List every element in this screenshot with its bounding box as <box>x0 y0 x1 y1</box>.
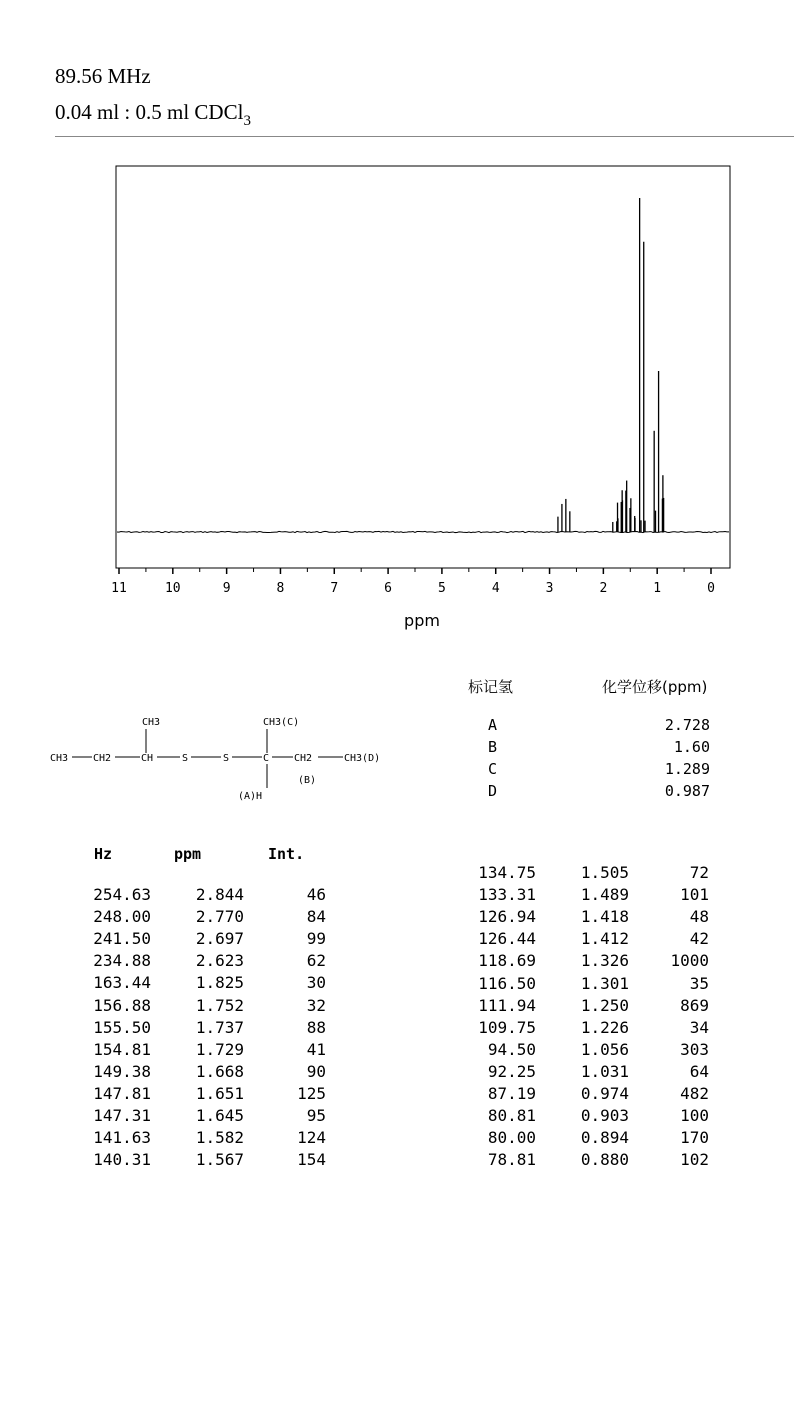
peak-hz: 154.81 <box>93 1039 151 1059</box>
peak-table-row <box>0 907 794 929</box>
peak-hz: 78.81 <box>487 1150 536 1170</box>
peak-table-row <box>0 1040 794 1062</box>
plot-frame <box>116 166 730 568</box>
peak-hz: 241.50 <box>93 929 151 949</box>
peak-hz: 109.75 <box>478 1017 536 1037</box>
peak-intensity: 84 <box>306 907 326 927</box>
peak-table-row <box>0 1062 794 1084</box>
x-tick-label: 9 <box>222 581 231 596</box>
peak-table-row <box>0 1084 794 1106</box>
x-tick-label: 6 <box>384 581 393 596</box>
peak-table-header-hz: Hz <box>94 845 113 863</box>
x-tick-label: 10 <box>164 581 181 596</box>
assignment-label: C <box>488 760 498 778</box>
x-axis <box>111 568 715 596</box>
assignment-shift: 0.987 <box>664 782 710 800</box>
peak-ppm: 1.226 <box>580 1017 629 1037</box>
header-divider <box>55 136 794 137</box>
peak-ppm: 0.974 <box>580 1084 629 1103</box>
peak-ppm: 1.582 <box>195 1128 244 1148</box>
peak-table-header-ppm: ppm <box>174 845 202 863</box>
peak-intensity: 41 <box>306 1039 326 1059</box>
structure-label-a: (A)H <box>238 791 263 802</box>
peak-intensity: 30 <box>306 973 326 993</box>
peak-table-header-int: Int. <box>268 845 305 863</box>
peak-hz: 92.25 <box>487 1061 536 1081</box>
peak-hz: 134.75 <box>478 863 536 882</box>
peak-ppm: 1.412 <box>580 929 629 949</box>
peak-intensity: 99 <box>306 929 326 949</box>
peak-hz: 133.31 <box>478 885 536 905</box>
molecular-structure <box>40 706 420 806</box>
structure-ch: CH <box>141 753 154 764</box>
peak-ppm: 0.894 <box>580 1128 629 1148</box>
peak-intensity: 482 <box>680 1084 709 1103</box>
peak-hz: 254.63 <box>93 885 151 904</box>
peak-intensity: 88 <box>306 1017 326 1037</box>
structure-ch3-left: CH3 <box>50 753 69 764</box>
assignment-shift: 2.728 <box>664 716 710 734</box>
peak-hz: 141.63 <box>93 1128 151 1148</box>
peak-ppm: 1.326 <box>580 951 629 971</box>
peak-ppm: 1.250 <box>580 995 629 1015</box>
structure-ch2-left: CH2 <box>93 753 112 764</box>
x-tick-label: 8 <box>276 581 285 596</box>
structure-label-b: (B) <box>298 775 317 786</box>
peak-ppm: 1.645 <box>195 1106 244 1125</box>
x-tick-label: 1 <box>653 581 662 596</box>
peak-ppm: 1.752 <box>195 995 244 1015</box>
peak-ppm: 1.489 <box>580 885 629 905</box>
peak-hz: 126.94 <box>478 907 536 927</box>
peak-intensity: 100 <box>680 1106 709 1126</box>
spectrum-baseline <box>117 531 729 532</box>
peak-intensity: 869 <box>680 995 709 1015</box>
peak-hz: 163.44 <box>93 973 151 993</box>
peak-ppm: 1.729 <box>195 1039 244 1059</box>
peak-ppm: 2.770 <box>195 907 244 927</box>
x-tick-label: 2 <box>599 581 608 596</box>
peak-hz: 147.81 <box>93 1083 151 1103</box>
peak-ppm: 0.903 <box>580 1106 629 1126</box>
structure-ch2-right: CH2 <box>294 753 313 764</box>
peak-ppm: 1.505 <box>580 863 629 882</box>
peak-hz: 80.00 <box>487 1128 536 1148</box>
peak-intensity: 1000 <box>670 951 709 971</box>
spectrometer-frequency: 89.56 MHz <box>55 64 151 88</box>
assignment-label: A <box>488 716 498 734</box>
peak-ppm: 1.737 <box>195 1017 244 1037</box>
peak-intensity: 72 <box>689 863 709 882</box>
spectrum-peaks <box>558 198 664 532</box>
peak-hz: 116.50 <box>478 973 536 993</box>
structure-ch3-top-left: CH3 <box>142 717 161 728</box>
peak-hz: 248.00 <box>93 907 151 927</box>
peak-intensity: 95 <box>306 1106 326 1125</box>
peak-table-row <box>0 863 794 885</box>
peak-table-row <box>0 929 794 951</box>
peak-ppm: 1.418 <box>580 907 629 927</box>
peak-intensity: 101 <box>680 885 709 905</box>
peak-hz: 118.69 <box>478 951 536 971</box>
x-tick-label: 4 <box>491 581 500 596</box>
peak-table-row <box>0 1106 794 1128</box>
nmr-spectrum-chart <box>0 150 794 640</box>
peak-intensity: 35 <box>689 973 709 993</box>
assignment-header-label: 标记氢 <box>468 678 514 696</box>
sample-solvent <box>55 100 251 130</box>
peak-ppm: 1.825 <box>195 973 244 993</box>
peak-hz: 94.50 <box>487 1039 536 1059</box>
assignment-header-shift: 化学位移(ppm) <box>602 678 708 696</box>
structure-s1: S <box>182 753 189 764</box>
peak-hz: 147.31 <box>93 1106 151 1125</box>
assignment-shift: 1.289 <box>664 760 710 778</box>
x-tick-label: 0 <box>707 581 715 596</box>
assignment-label: B <box>488 738 498 756</box>
peak-table-row <box>0 1128 794 1150</box>
peak-intensity: 102 <box>680 1150 709 1170</box>
peak-intensity: 64 <box>689 1061 709 1081</box>
peak-intensity: 303 <box>680 1039 709 1059</box>
peak-ppm: 1.056 <box>580 1039 629 1059</box>
peak-table-row <box>0 974 794 996</box>
x-tick-label: 11 <box>111 581 127 596</box>
peak-ppm: 1.031 <box>580 1061 629 1081</box>
peak-hz: 87.19 <box>487 1084 536 1103</box>
peak-intensity: 170 <box>680 1128 709 1148</box>
peak-hz: 140.31 <box>93 1150 151 1170</box>
peak-ppm: 1.668 <box>195 1061 244 1081</box>
peak-hz: 155.50 <box>93 1017 151 1037</box>
assignment-shift: 1.60 <box>673 738 710 756</box>
peak-ppm: 2.697 <box>195 929 244 949</box>
peak-hz: 149.38 <box>93 1061 151 1081</box>
assignment-label: D <box>488 782 498 800</box>
peak-intensity: 124 <box>297 1128 326 1148</box>
peak-table-row <box>0 885 794 907</box>
x-axis-label: ppm <box>404 611 440 630</box>
peak-hz: 111.94 <box>478 995 536 1015</box>
peak-intensity: 34 <box>689 1017 709 1037</box>
structure-s2: S <box>223 753 230 764</box>
peak-ppm: 1.567 <box>195 1150 244 1170</box>
peak-ppm: 0.880 <box>580 1150 629 1170</box>
peak-intensity: 42 <box>689 929 709 949</box>
peak-table-row <box>0 1150 794 1172</box>
peak-intensity: 125 <box>297 1083 326 1103</box>
peak-intensity: 48 <box>689 907 709 927</box>
x-tick-label: 7 <box>330 581 339 596</box>
structure-c: C <box>263 753 270 764</box>
peak-table-row <box>0 951 794 973</box>
peak-table-row <box>0 1018 794 1040</box>
peak-ppm: 1.651 <box>195 1083 244 1103</box>
solvent-subscript: 3 <box>243 113 251 129</box>
peak-ppm: 1.301 <box>580 973 629 993</box>
peak-table-row <box>0 996 794 1018</box>
peak-hz: 156.88 <box>93 995 151 1015</box>
peak-ppm: 2.844 <box>195 885 244 904</box>
x-tick-label: 3 <box>545 581 554 596</box>
solvent-text: 0.04 ml : 0.5 ml CDCl <box>55 100 244 124</box>
structure-ch3-top-right: CH3(C) <box>263 717 300 728</box>
peak-hz: 234.88 <box>93 951 151 971</box>
peak-intensity: 62 <box>306 951 326 971</box>
peak-hz: 126.44 <box>478 929 536 949</box>
x-tick-label: 5 <box>437 581 446 596</box>
structure-ch3-right: CH3(D) <box>344 753 381 764</box>
peak-intensity: 32 <box>306 995 326 1015</box>
peak-ppm: 2.623 <box>195 951 244 971</box>
peak-hz: 80.81 <box>487 1106 536 1126</box>
peak-intensity: 154 <box>297 1150 326 1170</box>
peak-intensity: 46 <box>306 885 326 904</box>
peak-intensity: 90 <box>306 1061 326 1081</box>
